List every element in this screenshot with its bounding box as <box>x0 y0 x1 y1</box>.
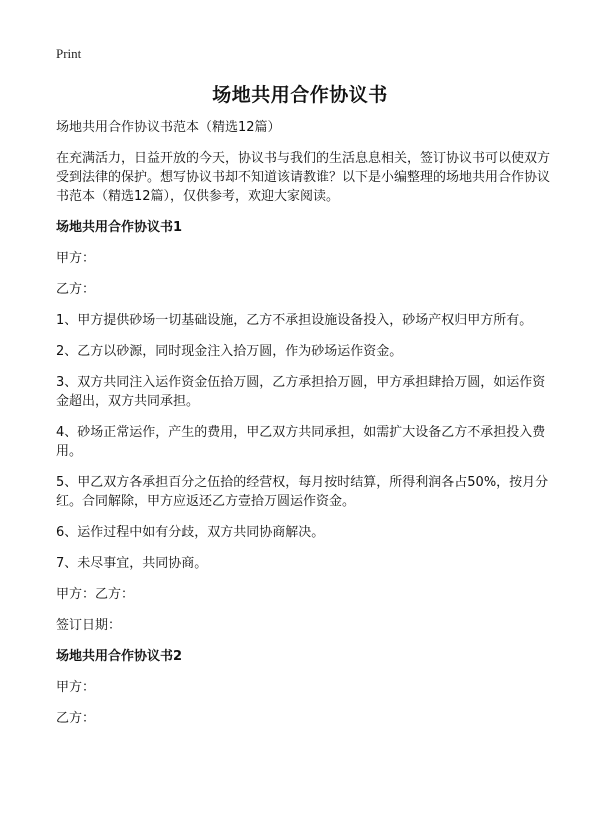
clause-6: 6、运作过程中如有分歧，双方共同协商解决。 <box>56 525 325 540</box>
clause-2: 2、乙方以砂源，同时现金注入拾万圆，作为砂场运作资金。 <box>56 344 403 359</box>
signature-line: 甲方：乙方： <box>56 587 135 602</box>
party-b-line-2: 乙方： <box>56 711 96 726</box>
clause-7: 7、未尽事宜，共同协商。 <box>56 556 208 571</box>
section-heading-1: 场地共用合作协议书1 <box>56 220 183 235</box>
document-subtitle: 场地共用合作协议书范本（精选12篇） <box>56 120 281 135</box>
print-link[interactable]: Print <box>56 46 82 61</box>
section-heading-2: 场地共用合作协议书2 <box>56 649 183 664</box>
clause-4: 4、砂场正常运作，产生的费用，甲乙双方共同承担，如需扩大设备乙方不承担投入费用。 <box>56 425 546 459</box>
clause-5: 5、甲乙双方各承担百分之伍拾的经营权，每月按时结算，所得利润各占50%，按月分红。合同解除，甲方应返还乙方壹拾万圆运作资金。 <box>56 475 549 509</box>
sign-date-line: 签订日期： <box>56 618 122 633</box>
intro-paragraph: 在充满活力，日益开放的今天，协议书与我们的生活息息相关，签订协议书可以使双方受到法律的保护。想写协议书却不知道该请教谁？以下是小编整理的场地共用合作协议书范本（精选12篇），仅供参考，欢迎大家阅读。 <box>56 151 551 204</box>
party-a-line: 甲方： <box>56 251 96 266</box>
party-b-line: 乙方： <box>56 282 96 297</box>
document-body <box>56 118 550 740</box>
clause-1: 1、甲方提供砂场一切基础设施，乙方不承担设施设备投入，砂场产权归甲方所有。 <box>56 313 533 328</box>
page-title: 场地共用合作协议书 <box>212 84 388 106</box>
clause-3: 3、双方共同注入运作资金伍拾万圆，乙方承担拾万圆，甲方承担肆拾万圆，如运作资金超出，双方共同承担。 <box>56 375 546 409</box>
party-a-line-2: 甲方： <box>56 680 96 695</box>
